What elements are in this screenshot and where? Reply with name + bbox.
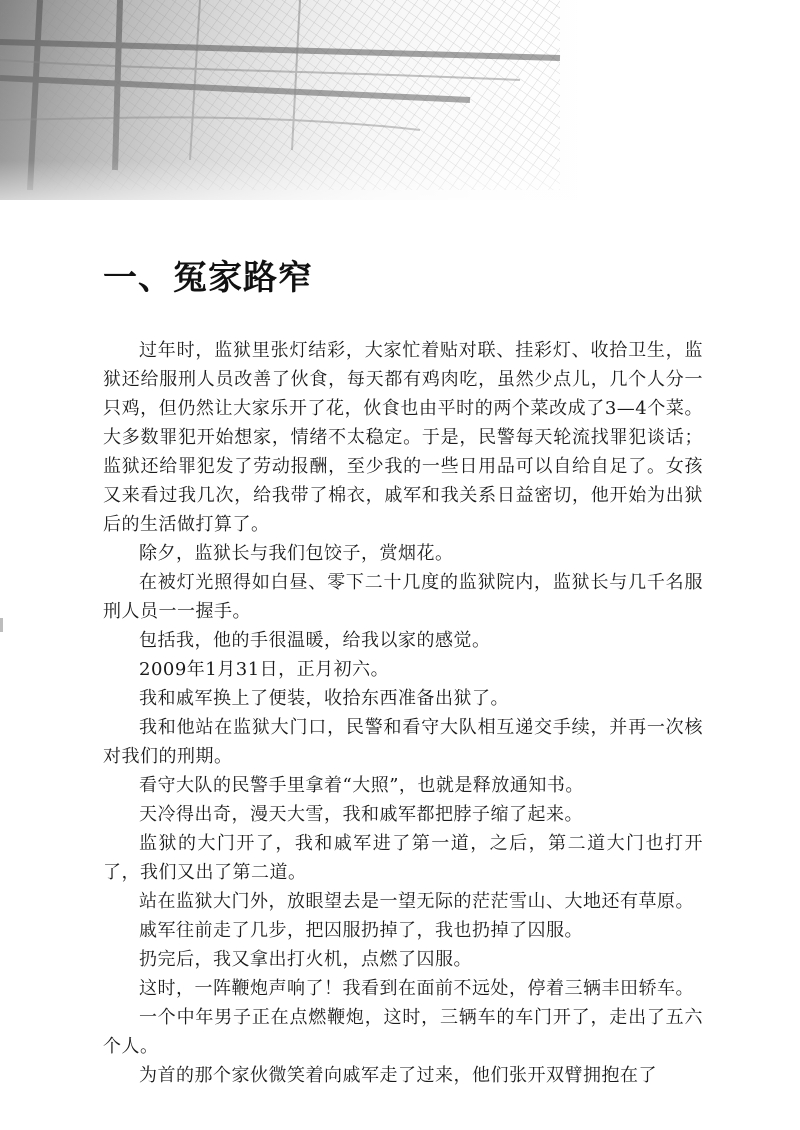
paragraph: 扔完后，我又拿出打火机，点燃了囚服。 [139, 949, 472, 970]
paragraph: 站在监狱大门外，放眼望去是一望无际的茫茫雪山、大地还有草原。 [139, 891, 694, 912]
paragraph: 这时，一阵鞭炮声响了！我看到在面前不远处，停着三辆丰田轿车。 [139, 978, 694, 999]
paragraph: 天冷得出奇，漫天大雪，我和戚军都把脖子缩了起来。 [139, 804, 583, 825]
paragraph: 在被灯光照得如白昼、零下二十几度的监狱院内，监狱长与几千名服刑人员一一握手。 [103, 572, 703, 622]
paragraph: 过年时，监狱里张灯结彩，大家忙着贴对联、挂彩灯、收拾卫生，监狱还给服刑人员改善了伙食，每天都有鸡肉吃，虽然少点儿，几个人分一只鸡，但仍然让大家乐开了花，伙食也由平时的两个菜改成了3—4个菜。大多数罪犯开始想家，情绪不太稳定。于是，民警每天轮流找罪犯谈话；监狱还给罪犯发了劳动报酬，至少我的一些日用品可以自给自足了。女孩又来看过我几次，给我带了棉衣，戚军和我关系日益密切，他开始为出狱后的生活做打算了。 [103, 340, 703, 535]
paragraph: 为首的那个家伙微笑着向戚军走了过来，他们张开双臂拥抱在了 [139, 1065, 657, 1086]
page-edge-mark [0, 618, 3, 632]
paragraph: 戚军往前走了几步，把囚服扔掉了，我也扔掉了囚服。 [139, 920, 583, 941]
body-text [103, 336, 703, 1090]
paragraph: 2009年1月31日，正月初六。 [139, 659, 390, 680]
paragraph: 除夕，监狱长与我们包饺子，赏烟花。 [139, 543, 454, 564]
header-decoration [0, 0, 800, 230]
paragraph: 我和他站在监狱大门口，民警和看守大队相互递交手续，并再一次核对我们的刑期。 [103, 717, 703, 767]
paragraph: 监狱的大门开了，我和戚军进了第一道，之后，第二道大门也打开了，我们又出了第二道。 [103, 833, 703, 883]
chapter-title: 一、冤家路窄 [103, 258, 313, 298]
paragraph: 一个中年男子正在点燃鞭炮，这时，三辆车的车门开了，走出了五六个人。 [103, 1007, 703, 1057]
paragraph: 看守大队的民警手里拿着“大照”，也就是释放通知书。 [139, 775, 584, 796]
paragraph: 我和戚军换上了便装，收拾东西准备出狱了。 [139, 688, 509, 709]
paragraph: 包括我，他的手很温暖，给我以家的感觉。 [139, 630, 491, 651]
